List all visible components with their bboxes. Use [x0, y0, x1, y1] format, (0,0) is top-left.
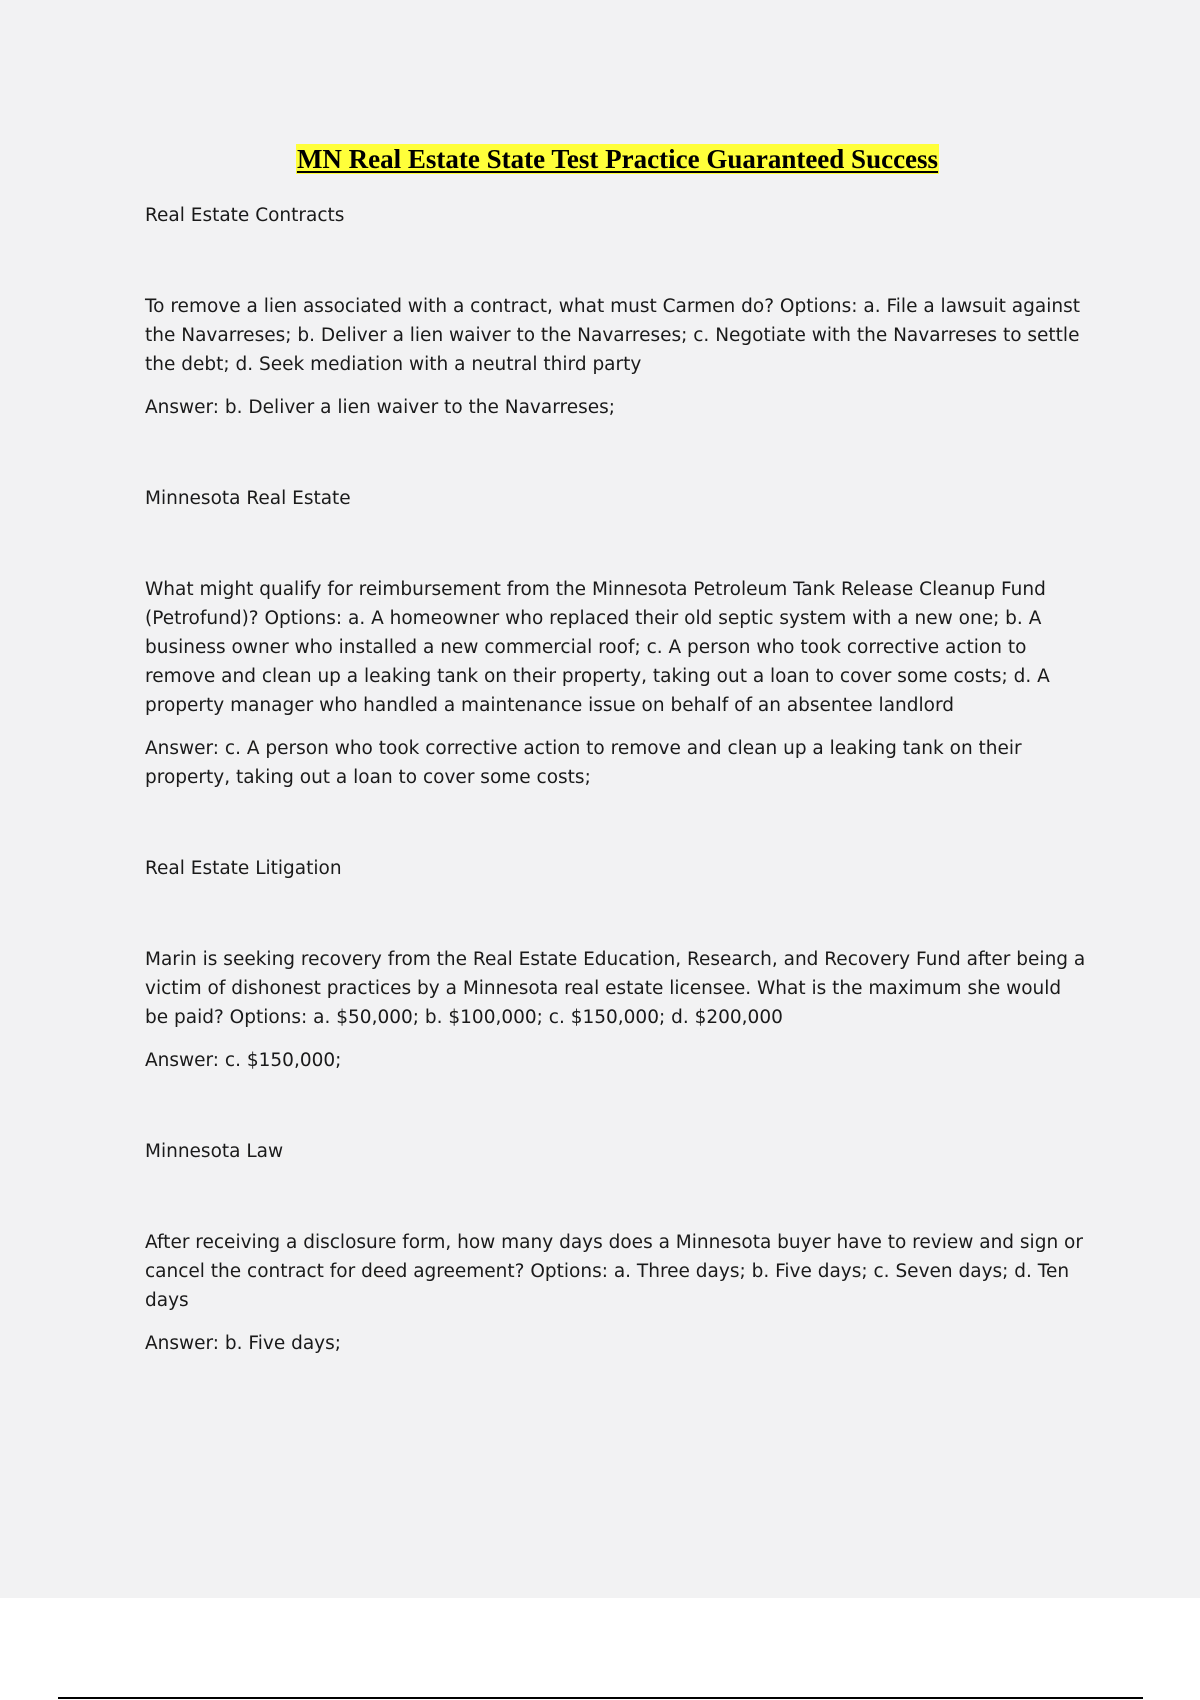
section-category: Minnesota Real Estate	[145, 488, 351, 509]
section-answer: Answer: c. A person who took corrective action to remove and clean up a leaking tank on their property, taking out a loan to cover some costs;	[145, 738, 1022, 788]
section-question: Marin is seeking recovery from the Real Estate Education, Research, and Recovery Fund after being a victim of dishonest practices by a Minnesota real estate licensee. What is the maximum she would be paid? Options: a. $50,000; b. $100,000; c. $150,000; d. $200,000	[145, 949, 1086, 1028]
qa-section	[145, 854, 1090, 1075]
section-answer: Answer: b. Deliver a lien waiver to the Navarreses;	[145, 397, 615, 418]
document-title: MN Real Estate State Test Practice Guaranteed Success	[296, 144, 939, 174]
qa-section	[145, 1137, 1090, 1358]
title-block	[145, 142, 1090, 177]
document-content	[145, 142, 1090, 1420]
section-question: To remove a lien associated with a contract, what must Carmen do? Options: a. File a lawsuit against the Navarreses; b. Deliver a lien waiver to the Navarreses; c. Negotiate with the Navarreses to settle the debt; d. Seek mediation with a neutral third party	[145, 296, 1080, 375]
section-answer: Answer: b. Five days;	[145, 1333, 341, 1354]
qa-section	[145, 201, 1090, 422]
section-answer: Answer: c. $150,000;	[145, 1050, 342, 1071]
section-category: Minnesota Law	[145, 1141, 284, 1162]
footer-divider	[58, 1697, 1143, 1699]
section-question: After receiving a disclosure form, how many days does a Minnesota buyer have to review and sign or cancel the contract for deed agreement? Options: a. Three days; b. Five days; c. Seven days; d. Ten days	[145, 1232, 1083, 1311]
section-category: Real Estate Contracts	[145, 205, 345, 226]
qa-section	[145, 484, 1090, 792]
section-category: Real Estate Litigation	[145, 858, 342, 879]
section-question: What might qualify for reimbursement from the Minnesota Petroleum Tank Release Cleanup Fund (Petrofund)? Options: a. A homeowner who replaced their old septic system with a new one; b. A business owner who installed a new commercial roof; c. A person who took corrective action to remove and clean up a leaking tank on their property, taking out a loan to cover some costs; d. A property manager who handled a maintenance issue on behalf of an absentee landlord	[145, 579, 1050, 716]
